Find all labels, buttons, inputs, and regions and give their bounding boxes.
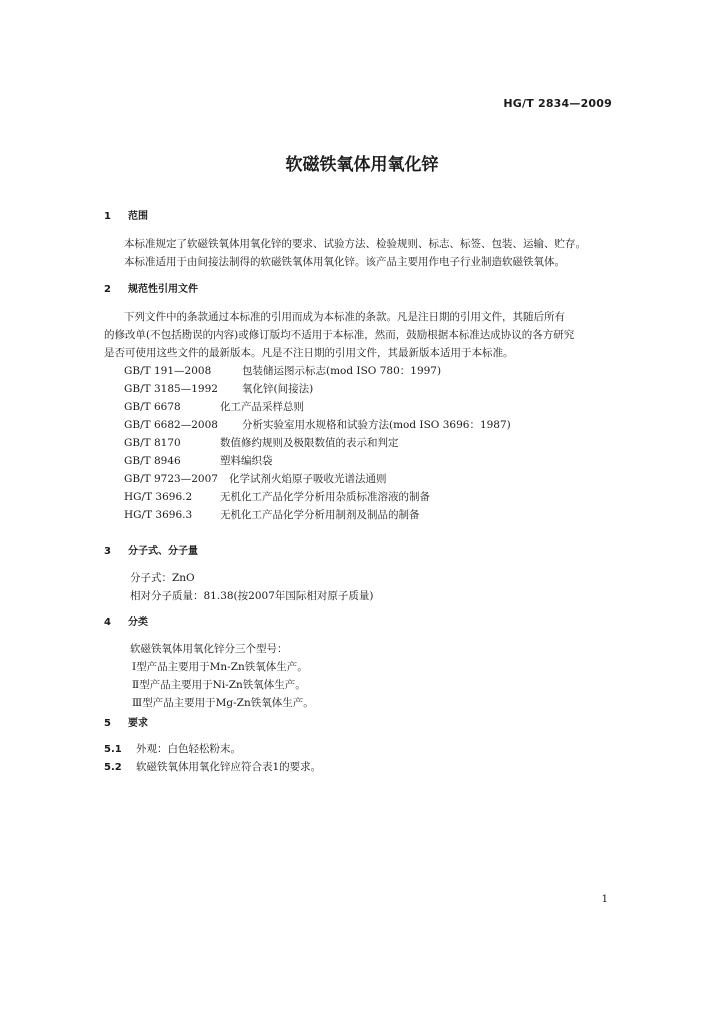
reference-item: [124, 490, 430, 504]
reference-code: GB/T 8946: [124, 455, 181, 467]
reference-item: [124, 382, 313, 396]
paragraph-line: 软磁铁氧体用氧化锌分三个型号：: [130, 643, 288, 655]
section-title: 分子式、分子量: [128, 546, 198, 557]
reference-code: GB/T 3185—1992: [124, 383, 218, 395]
reference-title: 数值修约规则及极限数值的表示和判定: [220, 437, 399, 449]
reference-title: 塑料编织袋: [220, 455, 273, 467]
reference-title: 包装储运图示标志(mod ISO 780：1997): [242, 365, 442, 377]
section-title: 规范性引用文件: [128, 284, 198, 295]
reference-title: 氧化锌(间接法): [242, 383, 314, 395]
reference-title: 化工产品采样总则: [220, 401, 304, 413]
reference-item: [124, 472, 387, 486]
paragraph-line: 的修改单(不包括勘误的内容)或修订版均不适用于本标准，然而，鼓励根据本标准达成协议的各方研究: [104, 329, 575, 341]
reference-item: [124, 364, 441, 378]
clause-item: [104, 742, 241, 757]
section-number: 2: [104, 284, 111, 295]
reference-code: HG/T 3696.2: [124, 491, 193, 503]
reference-title: 分析实验室用水规格和试验方法(mod ISO 3696：1987): [242, 419, 511, 431]
paragraph-line: Ⅲ型产品主要用于Mg-Zn铁氧体生产。: [132, 697, 314, 709]
section-number: 5: [104, 718, 111, 729]
reference-code: GB/T 191—2008: [124, 365, 212, 377]
reference-title: 无机化工产品化学分析用杂质标准溶液的制备: [220, 491, 430, 503]
paragraph-line: 下列文件中的条款通过本标准的引用而成为本标准的条款。凡是注日期的引用文件，其随后所有: [124, 311, 565, 323]
paragraph-line: Ⅱ型产品主要用于Ni-Zn铁氧体生产。: [132, 679, 306, 691]
reference-code: GB/T 9723—2007: [124, 473, 218, 485]
section-title: 范围: [128, 211, 148, 222]
clause-item: [104, 760, 321, 775]
reference-code: GB/T 8170: [124, 437, 181, 449]
reference-code: HG/T 3696.3: [124, 509, 193, 521]
paragraph-line: Ⅰ型产品主要用于Mn-Zn铁氧体生产。: [132, 661, 308, 673]
paragraph-line: 分子式：ZnO: [130, 572, 195, 584]
standard-code: HG/T 2834—2009: [503, 97, 612, 110]
reference-code: GB/T 6682—2008: [124, 419, 218, 431]
reference-title: 无机化工产品化学分析用制剂及制品的制备: [220, 509, 420, 521]
clause-text: 外观：白色轻松粉末。: [136, 743, 241, 755]
paragraph-line: 是否可使用这些文件的最新版本。凡是不注日期的引用文件，其最新版本适用于本标准。: [104, 347, 514, 359]
section-1-heading: [104, 210, 148, 224]
reference-code: GB/T 6678: [124, 401, 181, 413]
clause-text: 软磁铁氧体用氧化锌应符合表1的要求。: [136, 761, 322, 773]
section-title: 分类: [128, 617, 148, 628]
section-number: 1: [104, 211, 111, 222]
reference-item: [124, 454, 273, 468]
reference-title: 化学试剂火焰原子吸收光谱法通则: [229, 473, 387, 485]
reference-item: [124, 508, 420, 522]
page-number: 1: [601, 894, 608, 905]
clause-number: 5.1: [104, 744, 122, 755]
section-4-heading: [104, 616, 148, 630]
section-number: 4: [104, 617, 111, 628]
section-2-heading: [104, 283, 198, 297]
document-title: 软磁铁氧体用氧化锌: [285, 155, 439, 175]
paragraph-line: 相对分子质量：81.38(按2007年国际相对原子质量): [130, 590, 374, 602]
section-title: 要求: [128, 718, 148, 729]
reference-item: [124, 418, 511, 432]
section-number: 3: [104, 546, 111, 557]
clause-number: 5.2: [104, 762, 122, 773]
paragraph-line: 本标准规定了软磁铁氧体用氧化锌的要求、试验方法、检验规则、标志、标签、包装、运输、贮存。: [124, 238, 586, 250]
section-3-heading: [104, 545, 198, 559]
reference-item: [124, 400, 304, 414]
paragraph-line: 本标准适用于由间接法制得的软磁铁氧体用氧化锌。该产品主要用作电子行业制造软磁铁氧体。: [124, 256, 565, 268]
section-5-heading: [104, 717, 148, 731]
reference-item: [124, 436, 399, 450]
